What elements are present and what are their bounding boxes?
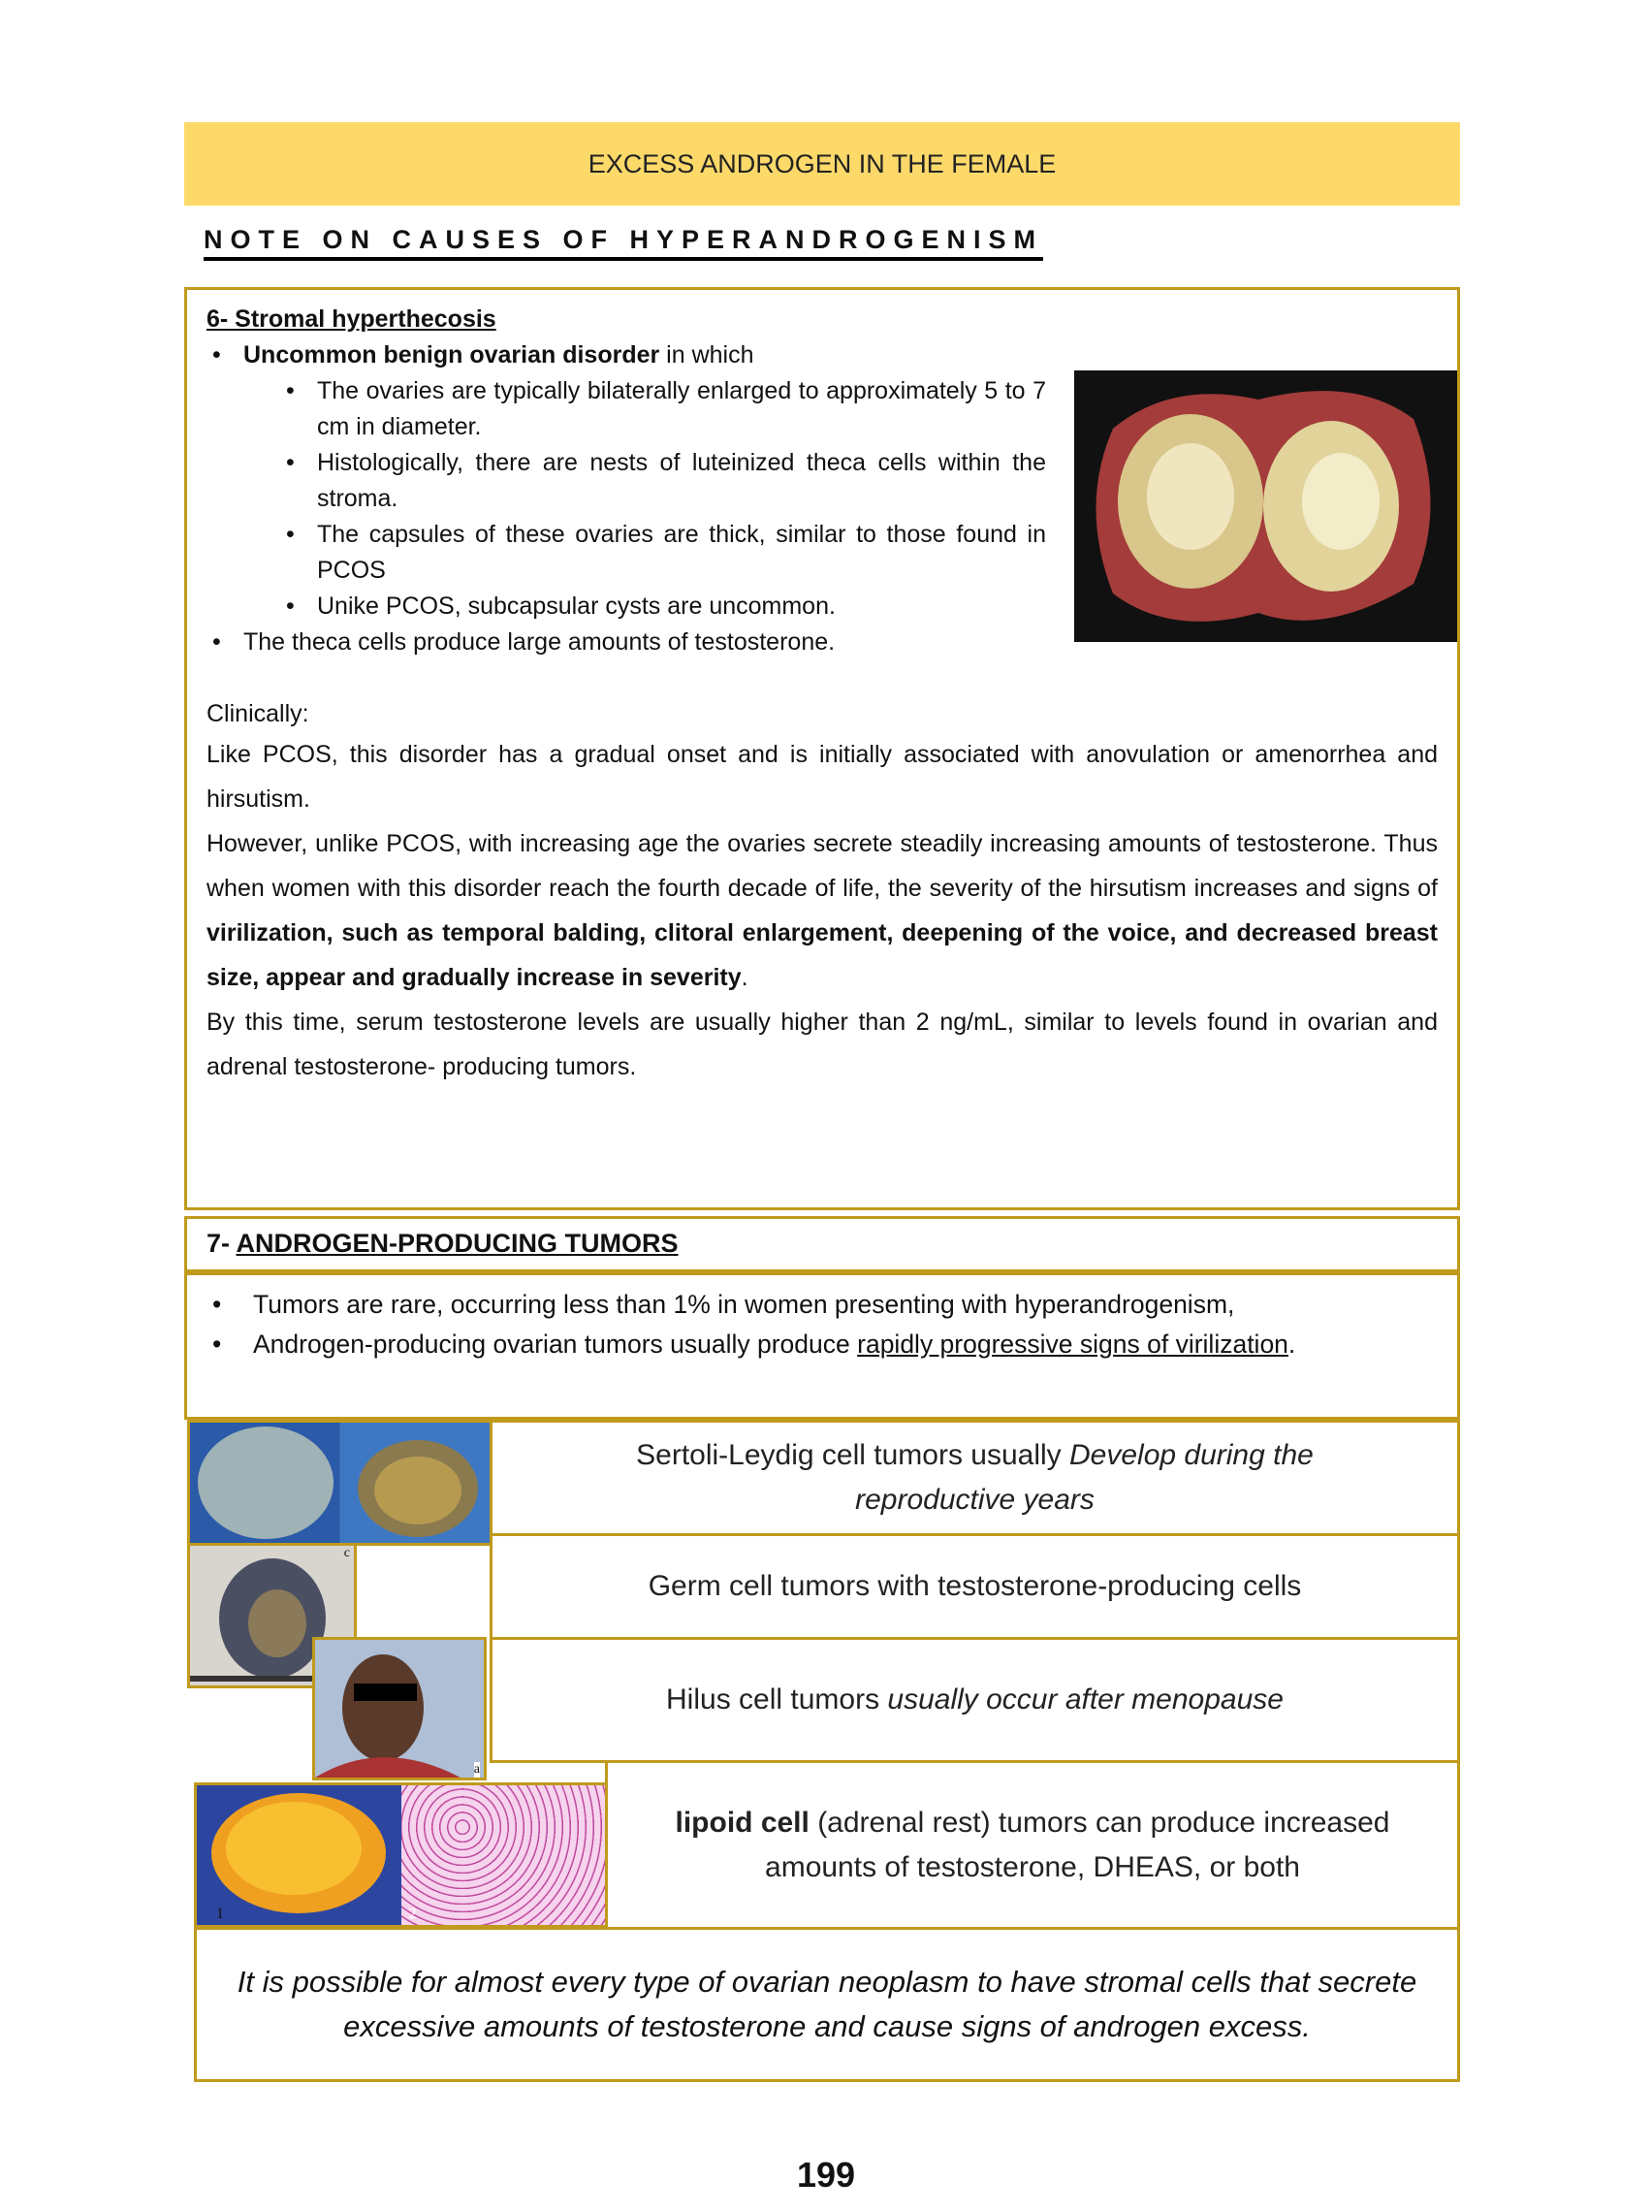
text: Sertoli-Leydig cell tumors usually (636, 1439, 1069, 1471)
text: in which (659, 341, 754, 369)
image-label: a (473, 1762, 480, 1777)
list-item: • Histologically, there are nests of luteinized theca cells within the stroma. (280, 445, 1046, 517)
page-number: 199 (796, 2155, 856, 2195)
section6-heading: 6- Stromal hyperthecosis (206, 305, 496, 333)
paragraph (206, 821, 1438, 1000)
lipoid-cell-tumor-images (194, 1782, 608, 1928)
chapter-banner (184, 122, 1460, 206)
paragraph: By this time, serum testosterone levels are usually higher than 2 ng/mL, similar to levels found in ovarian and adrenal testosterone- producing tumors. (206, 1009, 1438, 1080)
heading-text: ANDROGEN-PRODUCING TUMORS (236, 1229, 679, 1258)
list-item: • The capsules of these ovaries are thick, similar to those found in PCOS (280, 517, 1046, 589)
histology-image (401, 1785, 606, 1925)
bold-text: lipoid cell (675, 1806, 810, 1839)
image-label: 1 (216, 1906, 224, 1922)
bold-text: virilization, such as temporal balding, clitoral enlargement, deepening of the voice, and decreased breast size, appear and gradually increase in severity (206, 919, 1438, 991)
section-number: 7- (206, 1229, 237, 1258)
summary-note: It is possible for almost every type of ovarian neoplasm to have stromal cells that secrete excessive amounts of testosterone and cause signs of androgen excess. (194, 1927, 1460, 2082)
italic-text: usually occur after menopause (887, 1683, 1284, 1715)
clinically-label: Clinically: (206, 700, 309, 727)
section-title: NOTE ON CAUSES OF HYPERANDROGENISM (204, 225, 1043, 261)
paragraph: Like PCOS, this disorder has a gradual onset and is initially associated with anovulation or amenorrhea and hirsutism. (206, 741, 1438, 813)
underlined-text: rapidly progressive signs of virilization (857, 1330, 1288, 1359)
image-label: c (343, 1546, 350, 1560)
text: Androgen-producing ovarian tumors usually produce (253, 1330, 858, 1359)
list-item (206, 337, 1438, 373)
list-item: • The ovaries are typically bilaterally enlarged to approximately 5 to 7 cm in diameter. (280, 373, 1046, 445)
list-item (206, 1325, 1438, 1364)
list-item: • The theca cells produce large amounts of testosterone. (206, 625, 1438, 660)
text: (adrenal rest) tumors can produce increased amounts of testosterone, DHEAS, or both (765, 1806, 1390, 1883)
hilus-cell-patient-image (312, 1637, 487, 1780)
lipoid-cell-row (605, 1760, 1460, 1930)
germ-cell-row (490, 1533, 1460, 1640)
chapter-title: EXCESS ANDROGEN IN THE FEMALE (588, 148, 1057, 178)
italic-text: Develop during the reproductive years (855, 1439, 1314, 1516)
tumors-bullets (184, 1272, 1460, 1420)
gross-specimen-image (197, 1785, 401, 1925)
image-label: 2 (408, 1906, 417, 1922)
text: Hilus cell tumors (666, 1683, 888, 1715)
bold-text: Uncommon benign ovarian disorder (243, 341, 660, 369)
sertoli-leydig-tumor-image (187, 1420, 492, 1546)
text: However, unlike PCOS, with increasing age the ovaries secrete steadily increasing amounts of testosterone. Thus when women with this disorder reach the fourth decade of life, the severity of the hirsutism increases and signs of (206, 830, 1438, 902)
section7-heading (184, 1216, 1460, 1272)
list-item: • Unike PCOS, subcapsular cysts are uncommon. (280, 589, 1046, 625)
list-item: • Tumors are rare, occurring less than 1% in women presenting with hyperandrogenism, (206, 1285, 1438, 1325)
text: . (1287, 1330, 1296, 1359)
sertoli-leydig-row (490, 1420, 1460, 1536)
hilus-cell-row (490, 1637, 1460, 1763)
text: Germ cell tumors with testosterone-producing cells (648, 1570, 1302, 1602)
ovary-specimen-image (1074, 370, 1457, 642)
text: . (741, 964, 748, 991)
